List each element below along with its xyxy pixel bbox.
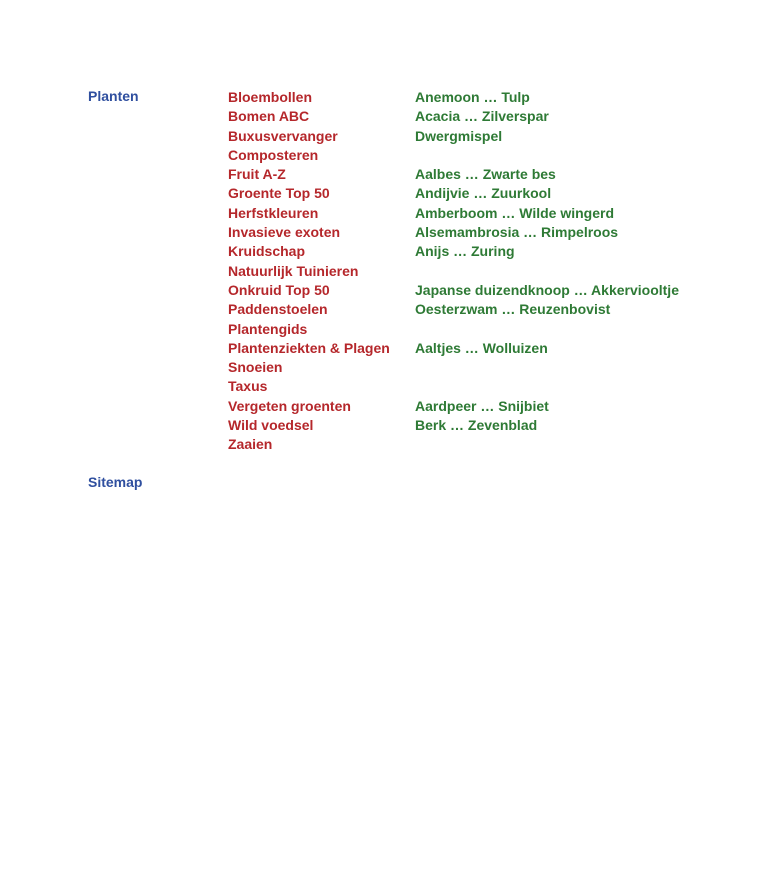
category-link[interactable]: Vergeten groenten [228,397,351,414]
category-link[interactable]: Buxusvervanger [228,127,338,144]
category-link[interactable]: Onkruid Top 50 [228,281,330,298]
range-link[interactable]: Aardpeer … Snijbiet [415,397,549,414]
range-link[interactable]: Anijs … Zuring [415,243,515,260]
range-link[interactable]: Berk … Zevenblad [415,417,538,434]
category-link[interactable]: Paddenstoelen [228,301,328,318]
category-link[interactable]: Wild voedsel [228,417,314,434]
category-link[interactable]: Taxus [228,378,268,395]
category-link[interactable]: Fruit A-Z [228,166,286,183]
category-link[interactable]: Bloembollen [228,89,313,105]
category-link[interactable]: Bomen ABC [228,108,310,125]
range-link[interactable]: Japanse duizendknoop … Akkerviooltje [415,281,679,298]
category-link[interactable]: Invasieve exoten [228,224,341,241]
category-link[interactable]: Plantengids [228,320,308,337]
category-link[interactable]: Kruidschap [228,243,306,260]
range-link[interactable]: Aaltjes … Wolluizen [415,339,548,356]
range-link[interactable]: Acacia … Zilverspar [415,108,549,125]
category-link[interactable]: Natuurlijk Tuinieren [228,262,359,279]
category-link[interactable]: Groente Top 50 [228,185,330,202]
range-link[interactable]: Andijvie … Zuurkool [415,185,552,202]
range-link[interactable]: Dwergmispel [415,127,503,144]
section-sitemap[interactable]: Sitemap [88,474,143,490]
category-link[interactable]: Zaaien [228,436,273,453]
range-link[interactable]: Anemoon … Tulp [415,89,530,105]
range-link[interactable]: Amberboom … Wilde wingerd [415,204,614,221]
category-link[interactable]: Snoeien [228,359,283,376]
category-link[interactable]: Plantenziekten & Plagen [228,339,390,356]
range-link[interactable]: Aalbes … Zwarte bes [415,166,556,183]
category-link[interactable]: Composteren [228,146,319,163]
section-planten[interactable]: Planten [88,88,139,104]
category-link[interactable]: Herfstkleuren [228,204,319,221]
range-link[interactable]: Oesterzwam … Reuzenbovist [415,301,611,318]
range-link[interactable]: Alsemambrosia … Rimpelroos [415,224,619,241]
